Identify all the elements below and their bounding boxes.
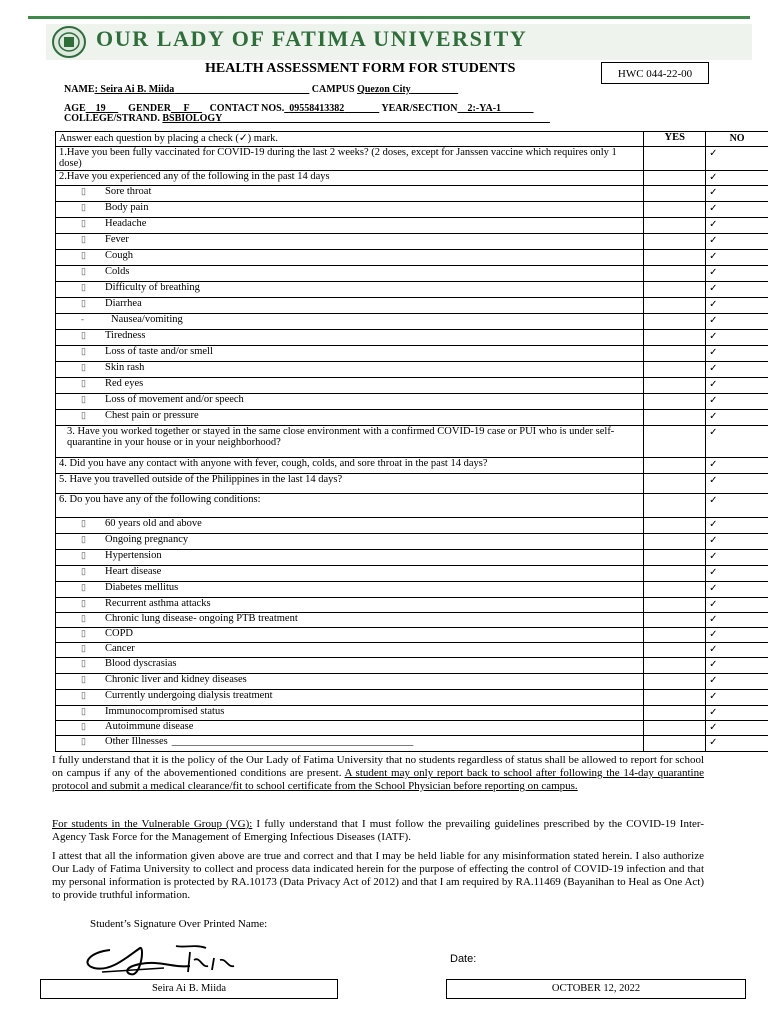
health-questionnaire-table — [55, 131, 768, 752]
attestation-paragraph: I attest that all the information given above are true and correct and that I may be held liable for any misinformation stated herein. I also authorize Our Lady of Fatima University to collect and process data indicated herein for the purpose of effecting the control of COVID-19 infection and that my personal information is protected by RA.10173 (Data Privacy Act of 2012) and that I am required by RA.11469 (Bayanihan to Heal as One Act) to provide truthful information. — [52, 850, 704, 901]
yes-checkbox-cell[interactable] — [644, 598, 706, 613]
no-checkbox-cell[interactable] — [706, 658, 768, 674]
check-mark-icon: ✓ — [709, 495, 718, 506]
question-cell — [56, 426, 644, 458]
symptom-row — [56, 613, 768, 628]
symptom-row — [56, 330, 768, 346]
yes-checkbox-cell[interactable] — [644, 282, 706, 298]
no-checkbox-cell[interactable] — [706, 147, 768, 171]
question-text: 4. Did you have any contact with anyone with fever, cough, colds, and sore throat in the past 14 days? — [59, 458, 488, 469]
yes-checkbox-cell[interactable] — [644, 234, 706, 250]
date-box[interactable]: OCTOBER 12, 2022 — [446, 979, 746, 999]
no-checkbox-cell[interactable] — [706, 234, 768, 250]
question-cell — [56, 314, 644, 330]
no-checkbox-cell[interactable] — [706, 330, 768, 346]
age-value[interactable]: 19 — [95, 103, 106, 114]
yes-checkbox-cell[interactable] — [644, 266, 706, 282]
no-header: NO — [706, 132, 768, 147]
yes-checkbox-cell[interactable] — [644, 658, 706, 674]
question-cell — [56, 706, 644, 721]
check-mark-icon: ✓ — [709, 707, 718, 718]
no-checkbox-cell[interactable] — [706, 598, 768, 613]
university-seal-icon — [52, 26, 86, 58]
item-text: Ongoing pregnancy — [105, 534, 189, 545]
bullet-icon: ▯ — [81, 202, 86, 212]
symptom-row — [56, 410, 768, 426]
question-cell — [56, 378, 644, 394]
item-text: COPD — [105, 628, 134, 639]
yes-checkbox-cell[interactable] — [644, 218, 706, 234]
check-mark-icon: ✓ — [709, 347, 718, 358]
symptom-row — [56, 234, 768, 250]
yes-checkbox-cell[interactable] — [644, 394, 706, 410]
item-text: Sore throat — [105, 186, 152, 197]
symptom-row — [56, 534, 768, 550]
instruction-cell: Answer each question by placing a check (✓) mark. — [56, 132, 644, 147]
check-mark-icon: ✓ — [709, 187, 718, 198]
symptom-row — [56, 736, 768, 752]
no-checkbox-cell[interactable] — [706, 690, 768, 706]
yes-checkbox-cell[interactable] — [644, 426, 706, 458]
check-mark-icon: ✓ — [709, 267, 718, 278]
bullet-icon: ▯ — [81, 534, 86, 544]
bullet-icon: ▯ — [81, 674, 86, 684]
check-mark-icon: ✓ — [709, 148, 718, 159]
question-cell — [56, 550, 644, 566]
yes-checkbox-cell[interactable] — [644, 186, 706, 202]
check-mark-icon: ✓ — [709, 659, 718, 670]
symptom-row — [56, 186, 768, 202]
gender-label: GENDER — [128, 103, 171, 114]
symptom-row — [56, 314, 768, 330]
item-text: Body pain — [105, 202, 149, 213]
item-text: Blood dyscrasias — [105, 658, 177, 669]
check-mark-icon: ✓ — [709, 203, 718, 214]
bullet-icon: ▯ — [81, 266, 86, 276]
question-cell — [56, 736, 644, 752]
signature-label: Student’s Signature Over Printed Name: — [90, 918, 268, 930]
question-cell — [56, 410, 644, 426]
no-checkbox-cell[interactable] — [706, 186, 768, 202]
check-mark-icon: ✓ — [709, 567, 718, 578]
symptom-row — [56, 566, 768, 582]
question-cell — [56, 282, 644, 298]
symptom-row — [56, 706, 768, 721]
check-mark-icon: ✓ — [709, 519, 718, 530]
no-checkbox-cell[interactable] — [706, 282, 768, 298]
bullet-icon: ▯ — [81, 736, 86, 746]
handwritten-signature — [80, 938, 240, 978]
symptom-row — [56, 266, 768, 282]
question-row — [56, 458, 768, 474]
no-checkbox-cell[interactable] — [706, 534, 768, 550]
question-text: 3. Have you worked together or stayed in the same close environment with a confirmed COVID-19 case or PUI who is under self-quarantine in your house or in your neighborhood? — [67, 426, 615, 448]
question-row — [56, 426, 768, 458]
bullet-icon: ▯ — [81, 628, 86, 638]
symptom-row — [56, 598, 768, 613]
no-checkbox-cell[interactable] — [706, 582, 768, 598]
question-cell — [56, 566, 644, 582]
no-checkbox-cell[interactable] — [706, 426, 768, 458]
symptom-row — [56, 721, 768, 736]
item-text: Cough — [105, 250, 134, 261]
no-checkbox-cell[interactable] — [706, 706, 768, 721]
item-text: Immunocompromised status — [105, 706, 225, 717]
no-checkbox-cell[interactable] — [706, 458, 768, 474]
item-text: Loss of taste and/or smell — [105, 346, 213, 357]
item-text: 60 years old and above — [105, 518, 202, 529]
yes-checkbox-cell[interactable] — [644, 298, 706, 314]
check-mark-icon: ✓ — [709, 427, 718, 438]
no-checkbox-cell[interactable] — [706, 613, 768, 628]
yes-checkbox-cell[interactable] — [644, 346, 706, 362]
yes-checkbox-cell[interactable] — [644, 410, 706, 426]
yes-checkbox-cell[interactable] — [644, 378, 706, 394]
name-line — [64, 84, 458, 95]
printed-name-box[interactable]: Seira Ai B. Miida — [40, 979, 338, 999]
check-mark-icon: ✓ — [709, 629, 718, 640]
yes-checkbox-cell[interactable] — [644, 613, 706, 628]
question-cell — [56, 346, 644, 362]
symptom-row — [56, 202, 768, 218]
item-text: Diabetes mellitus — [105, 582, 179, 593]
yes-checkbox-cell[interactable] — [644, 534, 706, 550]
question-text: 6. Do you have any of the following conditions: — [59, 494, 261, 505]
bullet-icon: ▯ — [81, 250, 86, 260]
yes-checkbox-cell[interactable] — [644, 674, 706, 690]
yes-checkbox-cell[interactable] — [644, 314, 706, 330]
check-mark-icon: ✓ — [709, 395, 718, 406]
item-text: Autoimmune disease — [105, 721, 194, 732]
check-mark-icon: ✓ — [709, 722, 718, 733]
no-checkbox-cell[interactable] — [706, 674, 768, 690]
bullet-icon: ▯ — [81, 218, 86, 228]
yes-checkbox-cell[interactable] — [644, 736, 706, 752]
symptom-row — [56, 690, 768, 706]
question-row — [56, 147, 768, 171]
question-cell — [56, 690, 644, 706]
question-cell — [56, 582, 644, 598]
question-cell — [56, 674, 644, 690]
year-section-label: YEAR/SECTION — [381, 103, 458, 114]
no-checkbox-cell[interactable] — [706, 362, 768, 378]
policy-text: I fully understand that it is the policy of the Our Lady of Fatima University that no students regardless of status shall be allowed to report for school on campus if any of the abovementioned conditions are present. — [52, 754, 704, 779]
check-mark-icon: ✓ — [709, 614, 718, 625]
name-value[interactable]: : Seira Ai B. Miida — [94, 84, 175, 95]
item-text: Difficulty of breathing — [105, 282, 200, 293]
item-text: Chest pain or pressure — [105, 410, 199, 421]
no-checkbox-cell[interactable] — [706, 298, 768, 314]
question-cell — [56, 598, 644, 613]
vulnerable-group-heading: For students in the Vulnerable Group (VG): — [52, 818, 253, 830]
check-mark-icon: ✓ — [709, 535, 718, 546]
no-checkbox-cell[interactable] — [706, 550, 768, 566]
yes-checkbox-cell[interactable] — [644, 721, 706, 736]
no-checkbox-cell[interactable] — [706, 474, 768, 494]
name-label: NAME — [64, 84, 95, 95]
bullet-icon: ▯ — [81, 394, 86, 404]
bullet-icon: ▯ — [81, 643, 86, 653]
contact-value[interactable]: 09558413382 — [289, 103, 345, 114]
item-text: Currently undergoing dialysis treatment — [105, 690, 273, 701]
check-mark-icon: ✓ — [709, 299, 718, 310]
item-text: Cancer — [105, 643, 135, 654]
question-cell — [56, 202, 644, 218]
check-mark-icon: ✓ — [709, 583, 718, 594]
yes-checkbox-cell[interactable] — [644, 582, 706, 598]
question-cell — [56, 458, 644, 474]
check-mark-icon: ✓ — [709, 691, 718, 702]
question-cell — [56, 298, 644, 314]
item-text: Headache — [105, 218, 147, 229]
bullet-icon: ▯ — [81, 690, 86, 700]
no-checkbox-cell[interactable] — [706, 643, 768, 658]
symptom-row — [56, 362, 768, 378]
item-text: Chronic liver and kidney diseases — [105, 674, 247, 685]
age-label: AGE — [64, 103, 86, 114]
check-mark-icon: ✓ — [709, 737, 718, 748]
check-mark-icon: ✓ — [709, 475, 718, 486]
yes-checkbox-cell[interactable] — [644, 550, 706, 566]
yes-checkbox-cell[interactable] — [644, 474, 706, 494]
no-checkbox-cell[interactable] — [706, 494, 768, 518]
item-text: Diarrhea — [105, 298, 142, 309]
no-checkbox-cell[interactable] — [706, 518, 768, 534]
question-cell — [56, 147, 644, 171]
bullet-icon: ▯ — [81, 518, 86, 528]
bullet-icon: ▯ — [81, 330, 86, 340]
yes-checkbox-cell[interactable] — [644, 330, 706, 346]
check-mark-icon: ✓ — [709, 172, 718, 183]
no-checkbox-cell[interactable] — [706, 171, 768, 186]
question-cell — [56, 266, 644, 282]
check-mark-icon: ✓ — [709, 379, 718, 390]
item-text: Colds — [105, 266, 130, 277]
question-text: 5. Have you travelled outside of the Philippines in the last 14 days? — [59, 474, 343, 485]
item-text: Other Illnesses — [105, 736, 168, 747]
question-cell — [56, 658, 644, 674]
symptom-row — [56, 298, 768, 314]
question-cell — [56, 250, 644, 266]
no-checkbox-cell[interactable] — [706, 266, 768, 282]
symptom-row — [56, 550, 768, 566]
item-text: Recurrent asthma attacks — [105, 598, 211, 609]
bullet-icon: ▯ — [81, 550, 86, 560]
yes-checkbox-cell[interactable] — [644, 628, 706, 643]
bullet-icon: ▯ — [81, 706, 86, 716]
date-label: Date: — [450, 953, 477, 965]
campus-value[interactable]: Quezon City — [357, 84, 411, 95]
check-mark-icon: ✓ — [709, 551, 718, 562]
bullet-icon: ▯ — [81, 566, 86, 576]
symptom-row — [56, 643, 768, 658]
table-header-row — [56, 132, 768, 147]
bullet-icon: ▯ — [81, 346, 86, 356]
question-cell — [56, 494, 644, 518]
check-mark-icon: ✓ — [709, 599, 718, 610]
question-cell — [56, 534, 644, 550]
yes-checkbox-cell[interactable] — [644, 706, 706, 721]
no-checkbox-cell[interactable] — [706, 218, 768, 234]
symptom-row — [56, 394, 768, 410]
yes-checkbox-cell[interactable] — [644, 494, 706, 518]
yes-checkbox-cell[interactable] — [644, 147, 706, 171]
vulnerable-group-text: I fully understand that I must follow the prevailing guidelines prescribed by the COVID-19 Inter-Agency Task Force for the Management of Emerging Infectious Diseases (IATF). — [52, 818, 704, 843]
question-cell — [56, 186, 644, 202]
no-checkbox-cell[interactable] — [706, 721, 768, 736]
bullet-icon: ▯ — [81, 721, 86, 731]
check-mark-icon: ✓ — [709, 315, 718, 326]
no-checkbox-cell[interactable] — [706, 736, 768, 752]
symptom-row — [56, 518, 768, 534]
check-mark-icon: ✓ — [709, 363, 718, 374]
question-row — [56, 171, 768, 186]
question-cell — [56, 518, 644, 534]
check-mark-icon: ✓ — [709, 235, 718, 246]
university-name: OUR LADY OF FATIMA UNIVERSITY — [96, 26, 528, 51]
symptom-row — [56, 250, 768, 266]
bullet-icon: ▯ — [81, 298, 86, 308]
item-text: Tiredness — [105, 330, 146, 341]
item-text: Fever — [105, 234, 129, 245]
question-cell — [56, 613, 644, 628]
bullet-icon: ▯ — [81, 362, 86, 372]
check-mark-icon: ✓ — [709, 644, 718, 655]
check-mark-icon: ✓ — [709, 283, 718, 294]
check-mark-icon: ✓ — [709, 411, 718, 422]
yes-checkbox-cell[interactable] — [644, 643, 706, 658]
bullet-icon: ▯ — [81, 186, 86, 196]
question-cell — [56, 643, 644, 658]
bullet-icon: ▯ — [81, 234, 86, 244]
bullet-icon: ▯ — [81, 613, 86, 623]
no-checkbox-cell[interactable] — [706, 394, 768, 410]
bullet-icon: ▯ — [81, 598, 86, 608]
bullet-icon: ▯ — [81, 582, 86, 592]
campus-label: CAMPUS — [311, 84, 355, 95]
bullet-icon: ▯ — [81, 658, 86, 668]
no-checkbox-cell[interactable] — [706, 202, 768, 218]
no-checkbox-cell[interactable] — [706, 346, 768, 362]
yes-checkbox-cell[interactable] — [644, 362, 706, 378]
gender-value[interactable]: F — [183, 103, 190, 114]
symptom-row — [56, 628, 768, 643]
no-checkbox-cell[interactable] — [706, 378, 768, 394]
check-mark-icon: ✓ — [709, 331, 718, 342]
no-checkbox-cell[interactable] — [706, 628, 768, 643]
check-mark-icon: ✓ — [709, 251, 718, 262]
question-cell — [56, 628, 644, 643]
check-mark-icon: ✓ — [709, 459, 718, 470]
question-cell — [56, 330, 644, 346]
question-row — [56, 494, 768, 518]
bullet-icon: ▯ — [81, 378, 86, 388]
policy-paragraph — [52, 754, 704, 793]
question-text: 1.Have you been fully vaccinated for COVID-19 during the last 2 weeks? (2 doses, except for Janssen vaccine which requires only 1 dose) — [59, 147, 617, 169]
policy-underlined-text: A student may only report back to school after following the 14-day quarantine protocol and submit a medical clearance/fit to school certificate from the School Physician before reporting on campus. — [52, 767, 704, 792]
yes-checkbox-cell[interactable] — [644, 171, 706, 186]
question-cell — [56, 234, 644, 250]
bullet-icon: ▯ — [81, 282, 86, 292]
question-row — [56, 474, 768, 494]
college-label: COLLEGE/STRAND. — [64, 113, 160, 124]
yes-checkbox-cell[interactable] — [644, 518, 706, 534]
item-text: Heart disease — [105, 566, 162, 577]
symptom-row — [56, 346, 768, 362]
yes-checkbox-cell[interactable] — [644, 458, 706, 474]
year-section-value[interactable]: 2:-YA-1 — [467, 103, 502, 114]
yes-header: YES — [644, 132, 706, 147]
no-checkbox-cell[interactable] — [706, 410, 768, 426]
question-text: 2.Have you experienced any of the following in the past 14 days — [59, 171, 330, 182]
question-cell — [56, 171, 644, 186]
top-rule — [28, 16, 750, 19]
no-checkbox-cell[interactable] — [706, 566, 768, 582]
other-illness-blank[interactable]: ______________________________________________ — [171, 736, 414, 747]
question-cell — [56, 721, 644, 736]
no-checkbox-cell[interactable] — [706, 314, 768, 330]
question-cell — [56, 218, 644, 234]
item-text: Chronic lung disease- ongoing PTB treatment — [105, 613, 298, 624]
symptom-row — [56, 218, 768, 234]
item-text: Hypertension — [105, 550, 162, 561]
bullet-icon: ▯ — [81, 410, 86, 420]
yes-checkbox-cell[interactable] — [644, 690, 706, 706]
symptom-row — [56, 282, 768, 298]
dash-bullet: - — [81, 314, 84, 324]
item-text: Loss of movement and/or speech — [105, 394, 244, 405]
form-code-box: HWC 044-22-00 — [601, 62, 709, 84]
yes-checkbox-cell[interactable] — [644, 566, 706, 582]
form-title: HEALTH ASSESSMENT FORM FOR STUDENTS — [205, 61, 516, 76]
symptom-row — [56, 658, 768, 674]
college-line — [64, 113, 550, 124]
no-checkbox-cell[interactable] — [706, 250, 768, 266]
check-mark-icon: ✓ — [709, 219, 718, 230]
question-cell — [56, 394, 644, 410]
vulnerable-group-paragraph — [52, 818, 704, 844]
question-cell — [56, 474, 644, 494]
college-value[interactable]: BSBIOLOGY — [162, 113, 223, 124]
yes-checkbox-cell[interactable] — [644, 250, 706, 266]
symptom-row — [56, 582, 768, 598]
item-text: Skin rash — [105, 362, 145, 373]
contact-label: CONTACT NOS. — [209, 103, 285, 114]
symptom-row — [56, 378, 768, 394]
question-cell — [56, 362, 644, 378]
item-text: Nausea/vomiting — [111, 314, 183, 325]
check-mark-icon: ✓ — [709, 675, 718, 686]
item-text: Red eyes — [105, 378, 144, 389]
yes-checkbox-cell[interactable] — [644, 202, 706, 218]
symptom-row — [56, 674, 768, 690]
